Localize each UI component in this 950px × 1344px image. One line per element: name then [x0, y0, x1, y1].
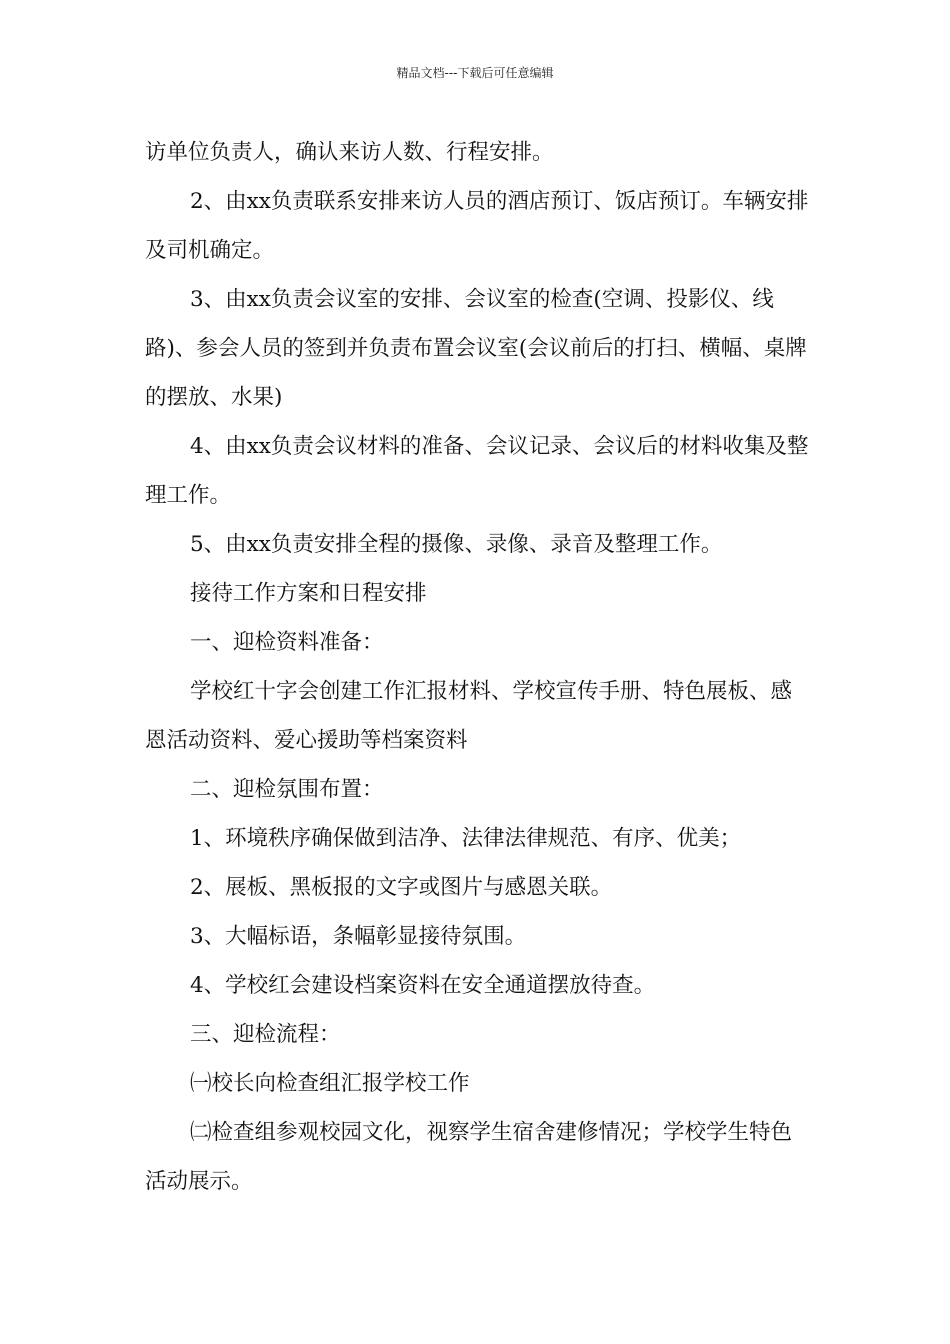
section-title: 接待工作方案和日程安排 [190, 581, 427, 606]
paragraph-atmosphere-1: 1、环境秩序确保做到洁净、法律法律规范、有序、优美； [190, 826, 742, 851]
paragraph-materials: 学校红十字会创建工作汇报材料、学校宣传手册、特色展板、感恩活动资料、爱心援助等档案资料 [145, 679, 793, 753]
heading-atmosphere: 二、迎检氛围布置： [190, 777, 384, 802]
paragraph-atmosphere-3: 3、大幅标语，条幅彰显接待氛围。 [190, 924, 527, 949]
paragraph-atmosphere-2: 2、展板、黑板报的文字或图片与感恩关联。 [190, 875, 613, 900]
paragraph-item-3: 3、由xx负责会议室的安排、会议室的检查(空调、投影仪、线路)、参会人员的签到并负责布置会议室(会议前后的打扫、横幅、桌牌的摆放、水果) [145, 287, 807, 410]
paragraph-process-1: ㈠校长向检查组汇报学校工作 [190, 1071, 470, 1096]
heading-process: 三、迎检流程： [190, 1022, 341, 1047]
paragraph-item-4: 4、由xx负责会议材料的准备、会议记录、会议后的材料收集及整理工作。 [145, 434, 809, 508]
paragraph-process-2: ㈡检查组参观校园文化，视察学生宿舍建修情况；学校学生特色活动展示。 [145, 1120, 793, 1194]
paragraph-item-2: 2、由xx负责联系安排来访人员的酒店预订、饭店预订。车辆安排及司机确定。 [145, 189, 809, 263]
page-header: 精品文档---下载后可任意编辑 [396, 66, 554, 80]
paragraph-continuation: 访单位负责人，确认来访人数、行程安排。 [145, 140, 554, 165]
document-body [145, 128, 810, 1206]
paragraph-atmosphere-4: 4、学校红会建设档案资料在安全通道摆放待查。 [190, 973, 656, 998]
heading-materials: 一、迎检资料准备： [190, 630, 384, 655]
paragraph-item-5: 5、由xx负责安排全程的摄像、录像、录音及整理工作。 [190, 532, 723, 557]
